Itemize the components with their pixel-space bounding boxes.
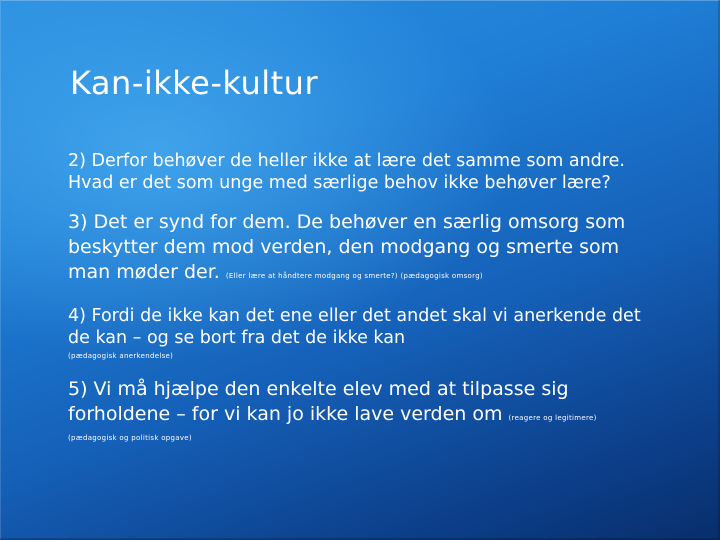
point-4-text: 4) Fordi de ikke kan det ene eller det andet skal vi anerkende det de kan – og se bort fra det de ikke kan: [68, 306, 641, 348]
point-4-note: (pædagogisk anerkendelse): [68, 352, 174, 360]
point-4: [68, 305, 658, 361]
slide-title: Kan-ikke-kultur: [70, 64, 319, 102]
slide-body: [68, 150, 658, 459]
point-3: [68, 210, 658, 289]
point-2-text: 2) Derfor behøver de heller ikke at lære det samme som andre. Hvad er det som unge med særlige behov ikke behøver lære?: [68, 151, 625, 193]
point-5: [68, 377, 658, 443]
point-5-text: 5) Vi må hjælpe den enkelte elev med at tilpasse sig forholdene – for vi kan jo ikke lave verden om: [68, 378, 569, 425]
point-5-note: (pædagogisk og politisk opgave): [68, 434, 192, 442]
point-5-inline-note: (reagere og legitimere): [508, 414, 597, 422]
point-2: [68, 150, 658, 194]
point-3-note: (Eller lære at håndtere modgang og smerte?) (pædagogisk omsorg): [225, 272, 483, 280]
point-3-text: 3) Det er synd for dem. De behøver en særlig omsorg som beskytter dem mod verden, den modgang og smerte som man møder der.: [68, 211, 626, 283]
